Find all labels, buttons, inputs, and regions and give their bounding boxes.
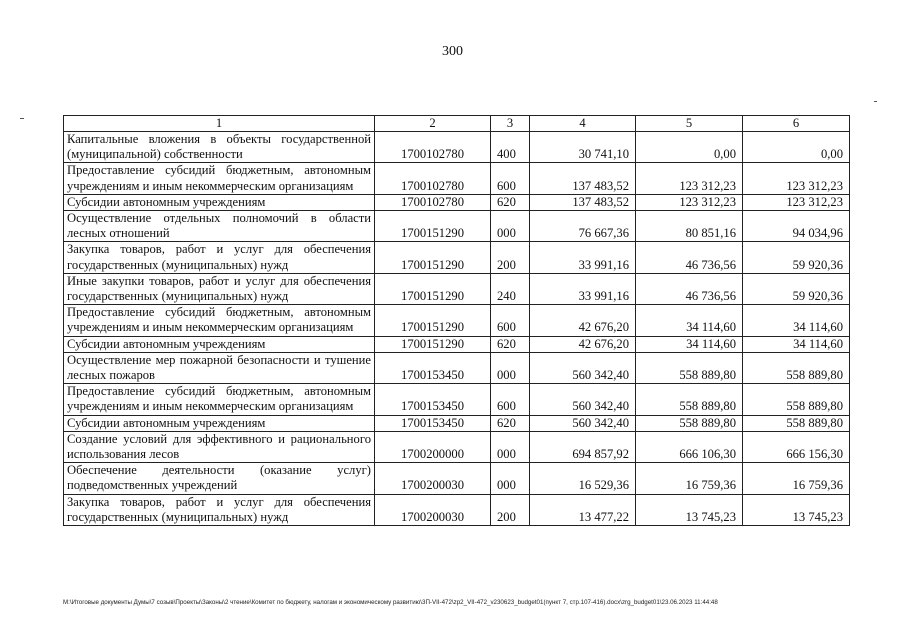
table-row <box>64 431 850 462</box>
row-name: Создание условий для эффективного и рационального использования лесов <box>64 431 375 462</box>
row-expense-type: 620 <box>491 415 530 431</box>
row-sum-6: 34 114,60 <box>743 336 850 352</box>
column-header: 2 <box>375 116 491 132</box>
row-code: 1700153450 <box>375 384 491 415</box>
table-row <box>64 242 850 273</box>
row-name: Субсидии автономным учреждениям <box>64 415 375 431</box>
column-header: 6 <box>743 116 850 132</box>
page-number: 300 <box>442 44 463 59</box>
row-expense-type: 000 <box>491 431 530 462</box>
table-row <box>64 132 850 163</box>
row-name: Предоставление субсидий бюджетным, автономным учреждениям и иным некоммерческим организациям <box>64 163 375 194</box>
column-header: 1 <box>64 116 375 132</box>
row-code: 1700102780 <box>375 132 491 163</box>
row-sum-4: 560 342,40 <box>530 415 636 431</box>
row-sum-5: 558 889,80 <box>636 384 743 415</box>
row-expense-type: 200 <box>491 242 530 273</box>
row-code: 1700153450 <box>375 352 491 383</box>
row-sum-4: 560 342,40 <box>530 352 636 383</box>
row-name: Осуществление мер пожарной безопасности и тушение лесных пожаров <box>64 352 375 383</box>
row-sum-4: 76 667,36 <box>530 211 636 242</box>
row-name: Капитальные вложения в объекты государственной (муниципальной) собственности <box>64 132 375 163</box>
row-expense-type: 400 <box>491 132 530 163</box>
row-sum-6: 16 759,36 <box>743 463 850 494</box>
row-sum-4: 30 741,10 <box>530 132 636 163</box>
row-code: 1700102780 <box>375 163 491 194</box>
row-sum-4: 42 676,20 <box>530 336 636 352</box>
column-header: 3 <box>491 116 530 132</box>
row-sum-4: 137 483,52 <box>530 163 636 194</box>
row-code: 1700151290 <box>375 211 491 242</box>
row-sum-5: 46 736,56 <box>636 273 743 304</box>
row-sum-5: 666 106,30 <box>636 431 743 462</box>
row-sum-5: 558 889,80 <box>636 352 743 383</box>
row-expense-type: 600 <box>491 305 530 336</box>
row-name: Предоставление субсидий бюджетным, автономным учреждениям и иным некоммерческим организациям <box>64 384 375 415</box>
table-row <box>64 163 850 194</box>
row-sum-6: 94 034,96 <box>743 211 850 242</box>
row-sum-4: 42 676,20 <box>530 305 636 336</box>
row-code: 1700200030 <box>375 494 491 525</box>
row-sum-5: 123 312,23 <box>636 194 743 210</box>
row-sum-6: 558 889,80 <box>743 384 850 415</box>
table-row <box>64 194 850 210</box>
row-sum-6: 59 920,36 <box>743 273 850 304</box>
row-sum-4: 33 991,16 <box>530 242 636 273</box>
row-name: Иные закупки товаров, работ и услуг для обеспечения государственных (муниципальных) нужд <box>64 273 375 304</box>
row-sum-6: 558 889,80 <box>743 352 850 383</box>
row-sum-5: 46 736,56 <box>636 242 743 273</box>
row-sum-6: 59 920,36 <box>743 242 850 273</box>
row-expense-type: 240 <box>491 273 530 304</box>
row-name: Субсидии автономным учреждениям <box>64 194 375 210</box>
row-sum-6: 123 312,23 <box>743 194 850 210</box>
table-row <box>64 415 850 431</box>
table-row <box>64 305 850 336</box>
row-sum-6: 558 889,80 <box>743 415 850 431</box>
row-sum-5: 123 312,23 <box>636 163 743 194</box>
row-code: 1700151290 <box>375 242 491 273</box>
row-sum-5: 34 114,60 <box>636 336 743 352</box>
row-expense-type: 000 <box>491 352 530 383</box>
row-name: Осуществление отдельных полномочий в области лесных отношений <box>64 211 375 242</box>
row-sum-4: 13 477,22 <box>530 494 636 525</box>
row-code: 1700151290 <box>375 273 491 304</box>
row-expense-type: 620 <box>491 336 530 352</box>
row-expense-type: 600 <box>491 384 530 415</box>
row-sum-5: 80 851,16 <box>636 211 743 242</box>
row-sum-5: 34 114,60 <box>636 305 743 336</box>
row-code: 1700102780 <box>375 194 491 210</box>
row-code: 1700200000 <box>375 431 491 462</box>
table-row <box>64 336 850 352</box>
table-row <box>64 494 850 525</box>
row-name: Предоставление субсидий бюджетным, автономным учреждениям и иным некоммерческим организациям <box>64 305 375 336</box>
file-path-footer: M:\Итоговые документы Думы\7 созыв\Проекты\Законы\2 чтение\Комитет по бюджету, налогам и экономическому развитию\3П-VII-472\zp2_VII-472_v230623_budget01(пункт 7, стр.107-416).docx\zrg_budget01\23.06.2023 11:44:48 <box>63 599 718 606</box>
row-sum-5: 558 889,80 <box>636 415 743 431</box>
row-sum-5: 13 745,23 <box>636 494 743 525</box>
row-sum-6: 666 156,30 <box>743 431 850 462</box>
row-sum-4: 33 991,16 <box>530 273 636 304</box>
row-expense-type: 000 <box>491 211 530 242</box>
row-sum-4: 137 483,52 <box>530 194 636 210</box>
row-code: 1700200030 <box>375 463 491 494</box>
budget-table <box>63 115 850 526</box>
scan-mark <box>20 118 24 119</box>
row-name: Закупка товаров, работ и услуг для обеспечения государственных (муниципальных) нужд <box>64 494 375 525</box>
scan-mark <box>874 101 877 102</box>
row-sum-5: 0,00 <box>636 132 743 163</box>
row-sum-4: 694 857,92 <box>530 431 636 462</box>
column-header: 4 <box>530 116 636 132</box>
row-expense-type: 000 <box>491 463 530 494</box>
row-sum-6: 13 745,23 <box>743 494 850 525</box>
table-header-row <box>64 116 850 132</box>
table-row <box>64 273 850 304</box>
row-sum-5: 16 759,36 <box>636 463 743 494</box>
row-expense-type: 600 <box>491 163 530 194</box>
row-code: 1700153450 <box>375 415 491 431</box>
table-row <box>64 384 850 415</box>
table-row <box>64 463 850 494</box>
row-name: Закупка товаров, работ и услуг для обеспечения государственных (муниципальных) нужд <box>64 242 375 273</box>
row-sum-4: 560 342,40 <box>530 384 636 415</box>
row-name: Обеспечение деятельности (оказание услуг) подведомственных учреждений <box>64 463 375 494</box>
row-code: 1700151290 <box>375 336 491 352</box>
column-header: 5 <box>636 116 743 132</box>
table-row <box>64 352 850 383</box>
row-sum-6: 34 114,60 <box>743 305 850 336</box>
row-sum-6: 0,00 <box>743 132 850 163</box>
row-expense-type: 620 <box>491 194 530 210</box>
table-row <box>64 211 850 242</box>
row-sum-6: 123 312,23 <box>743 163 850 194</box>
row-name: Субсидии автономным учреждениям <box>64 336 375 352</box>
row-expense-type: 200 <box>491 494 530 525</box>
row-code: 1700151290 <box>375 305 491 336</box>
row-sum-4: 16 529,36 <box>530 463 636 494</box>
